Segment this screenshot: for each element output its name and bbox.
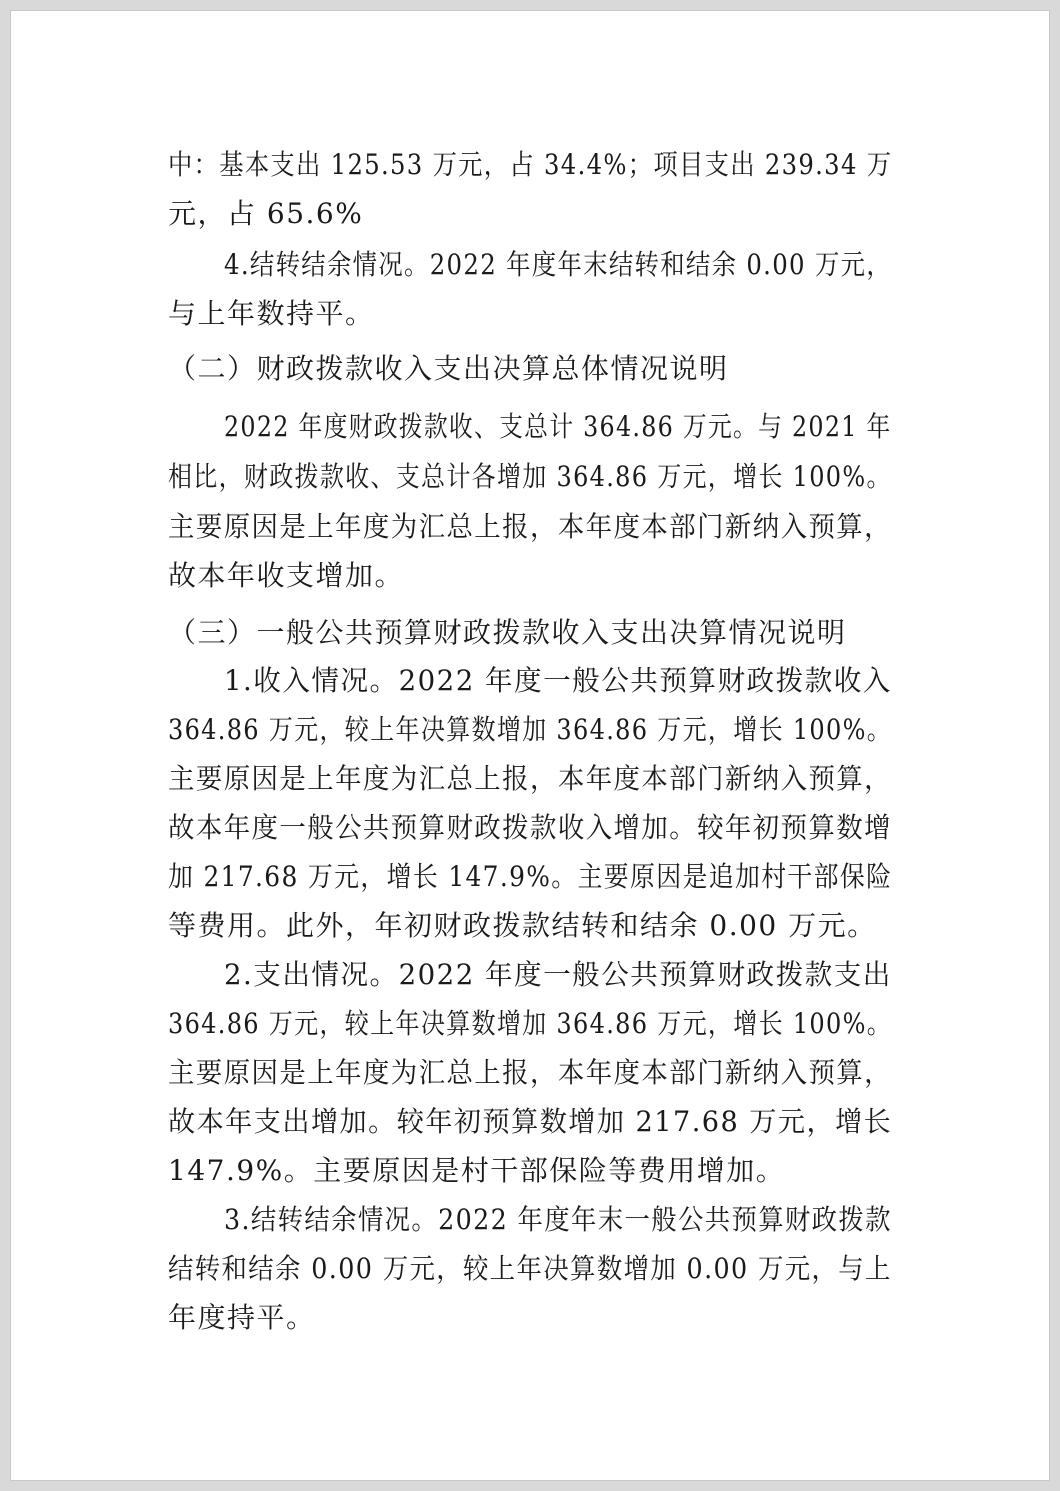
text-line-6: 2022 年度财政拨款收、支总计 364.86 万元。与 2021 年 (224, 410, 892, 443)
text-line-20: 故本年支出增加。较年初预算数增加 217.68 万元，增长 (168, 1105, 893, 1138)
text-line-17: 2.支出情况。2022 年度一般公共预算财政拨款支出 (224, 958, 892, 991)
section-heading-3: （三）一般公共预算财政拨款收入支出决算情况说明 (168, 616, 847, 649)
text-line-2: 元，占 65.6% (168, 197, 364, 230)
text-line-16: 等费用。此外，年初财政拨款结转和结余 0.00 万元。 (168, 909, 877, 942)
text-line-19: 主要原因是上年度为汇总上报，本年度本部门新纳入预算， (168, 1056, 893, 1089)
text-line-23: 结转和结余 0.00 万元，较上年决算数增加 0.00 万元，与上 (168, 1252, 892, 1285)
text-line-13: 主要原因是上年度为汇总上报，本年度本部门新纳入预算， (168, 762, 893, 795)
text-line-8: 主要原因是上年度为汇总上报，本年度本部门新纳入预算， (168, 510, 893, 543)
text-line-24: 年度持平。 (168, 1301, 316, 1334)
text-line-21: 147.9%。主要原因是村干部保险等费用增加。 (168, 1154, 786, 1187)
section-heading-2: （二）财政拨款收入支出决算总体情况说明 (168, 352, 729, 385)
text-line-7: 相比，财政拨款收、支总计各增加 364.86 万元，增长 100%。 (168, 460, 892, 493)
text-line-3: 4.结转结余情况。2022 年度年末结转和结余 0.00 万元， (224, 248, 893, 281)
text-line-11: 1.收入情况。2022 年度一般公共预算财政拨款收入 (224, 664, 892, 697)
text-line-4: 与上年数持平。 (168, 297, 375, 330)
text-line-18: 364.86 万元，较上年决算数增加 364.86 万元，增长 100%。 (168, 1007, 893, 1040)
text-line-15: 加 217.68 万元，增长 147.9%。主要原因是追加村干部保险 (168, 860, 893, 893)
text-line-14: 故本年度一般公共预算财政拨款收入增加。较年初预算数增 (168, 811, 893, 844)
text-line-1: 中：基本支出 125.53 万元，占 34.4%；项目支出 239.34 万 (168, 148, 893, 181)
text-line-22: 3.结转结余情况。2022 年度年末一般公共预算财政拨款 (224, 1203, 892, 1236)
text-line-12: 364.86 万元，较上年决算数增加 364.86 万元，增长 100%。 (168, 713, 893, 746)
text-line-9: 故本年收支增加。 (168, 559, 405, 592)
